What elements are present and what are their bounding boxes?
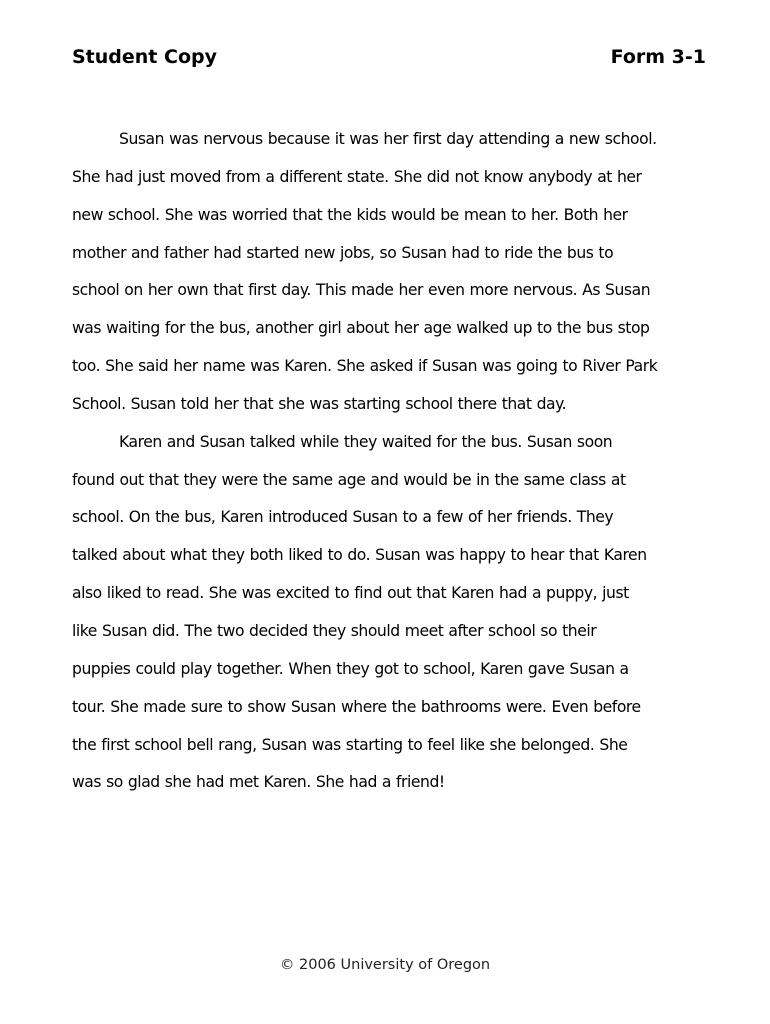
copyright-footer: © 2006 University of Oregon: [279, 957, 491, 973]
story-body: [72, 121, 712, 802]
story-line: was waiting for the bus, another girl about her age walked up to the bus stop: [72, 319, 650, 338]
story-line: found out that they were the same age and would be in the same class at: [72, 470, 626, 489]
story-line: She had just moved from a different state. She did not know anybody at her: [72, 167, 642, 186]
story-line: the first school bell rang, Susan was starting to feel like she belonged. She: [72, 735, 628, 754]
story-line: Karen and Susan talked while they waited for the bus. Susan soon: [119, 432, 613, 451]
story-line: mother and father had started new jobs, so Susan had to ride the bus to: [72, 243, 614, 262]
page-header: [72, 46, 706, 76]
story-line: School. Susan told her that she was starting school there that day.: [72, 394, 567, 413]
story-line: puppies could play together. When they got to school, Karen gave Susan a: [72, 659, 629, 678]
story-line: new school. She was worried that the kids would be mean to her. Both her: [72, 205, 628, 224]
story-line: school. On the bus, Karen introduced Susan to a few of her friends. They: [72, 508, 614, 527]
story-line: also liked to read. She was excited to find out that Karen had a puppy, just: [72, 584, 629, 603]
story-line: talked about what they both liked to do. Susan was happy to hear that Karen: [72, 546, 647, 565]
story-line: was so glad she had met Karen. She had a friend!: [72, 773, 445, 792]
student-copy-title: Student Copy: [72, 46, 217, 68]
story-line: too. She said her name was Karen. She asked if Susan was going to River Park: [72, 357, 658, 376]
story-line: tour. She made sure to show Susan where the bathrooms were. Even before: [72, 697, 641, 716]
story-line: school on her own that first day. This made her even more nervous. As Susan: [72, 281, 651, 300]
story-line: Susan was nervous because it was her first day attending a new school.: [119, 130, 657, 148]
paragraph-1: [72, 121, 712, 424]
story-line: like Susan did. The two decided they should meet after school so their: [72, 621, 597, 640]
form-number-title: Form 3-1: [610, 46, 706, 68]
paragraph-2: [72, 424, 712, 802]
